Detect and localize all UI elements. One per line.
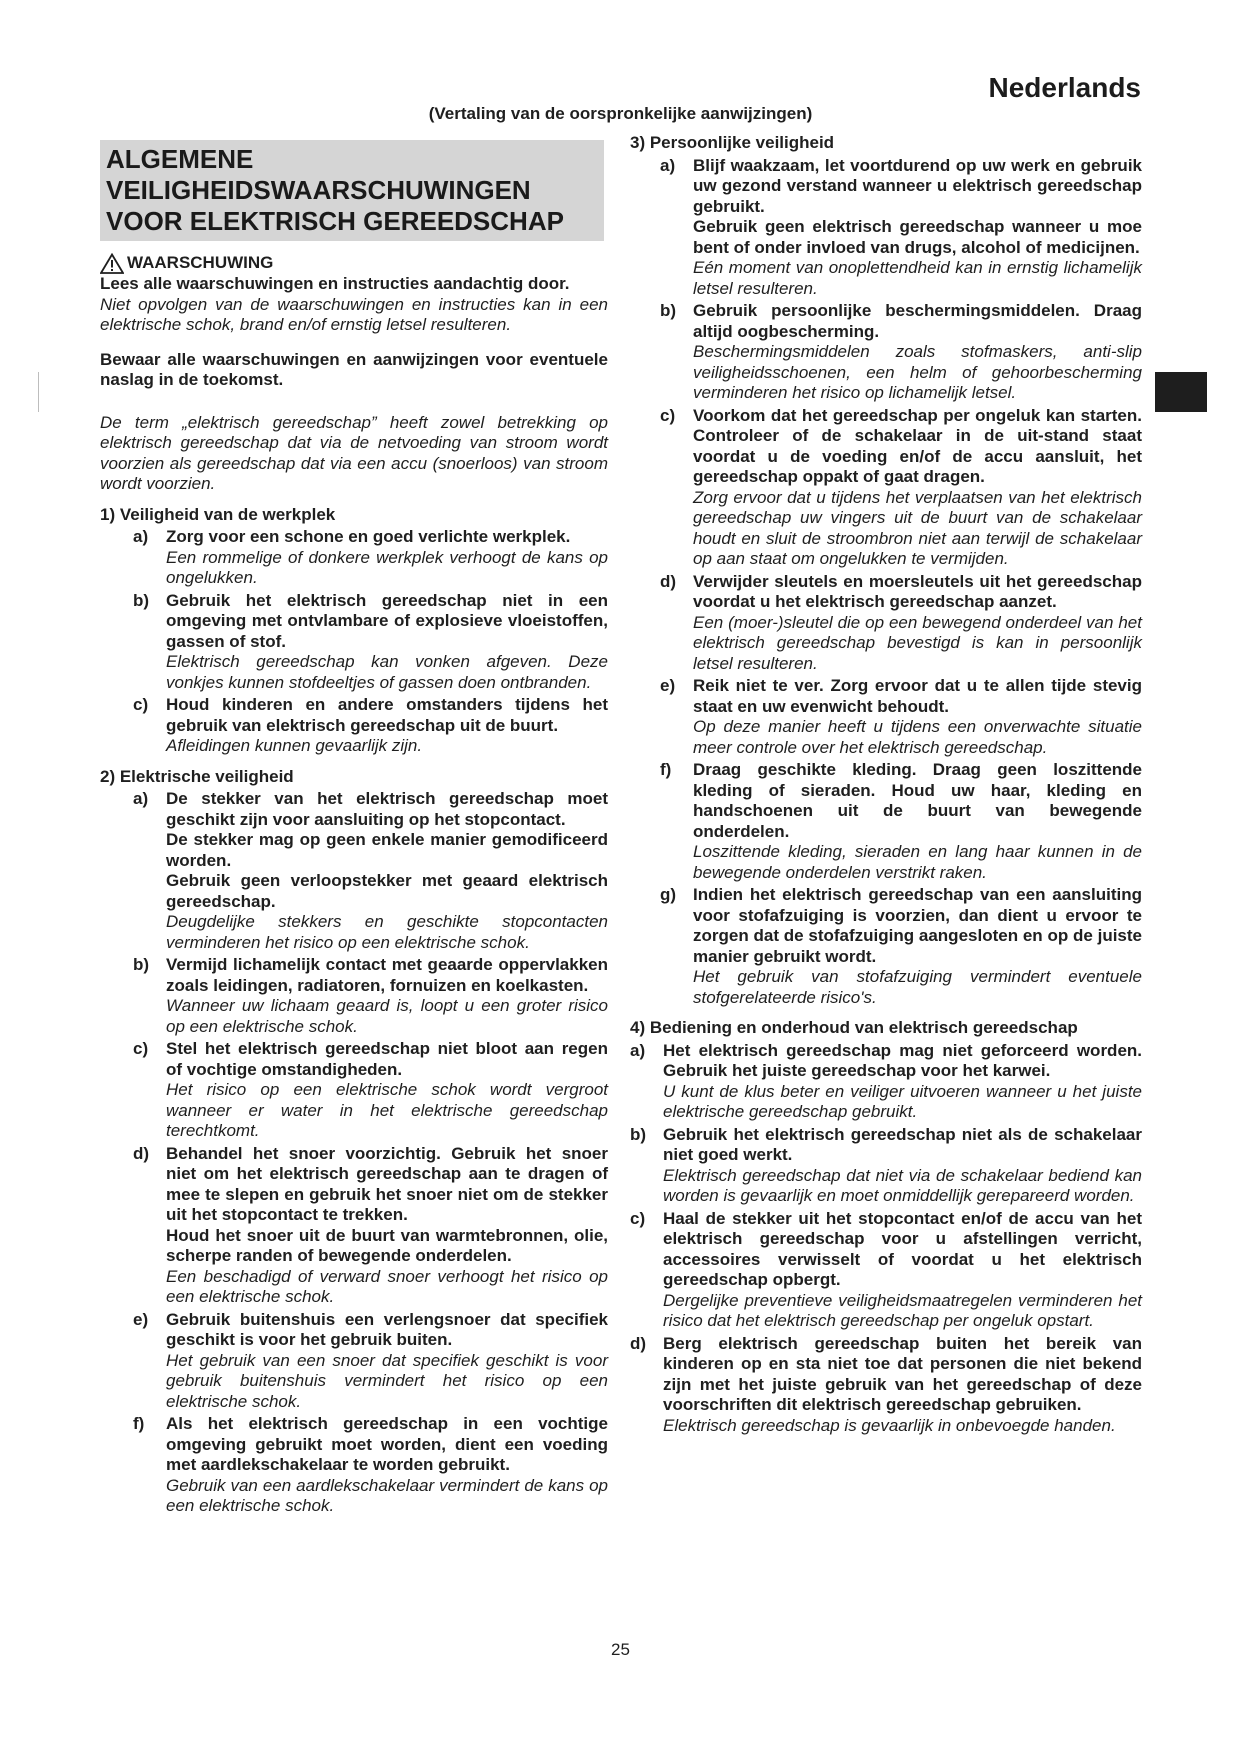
list-item: b) Gebruik het elektrisch gereedschap niet als de schakelaar niet goed werkt. Elektrisch gereedschap dat niet via de schakelaar bediend kan worden is gevaarlijk en moet onmiddellijk gerepareerd worden.	[630, 1124, 1142, 1205]
language-heading: Nederlands	[988, 72, 1141, 103]
section-4-title: 4) Bediening en onderhoud van elektrisch gereedschap	[630, 1018, 1078, 1037]
list-item: b) Vermijd lichamelijk contact met geaarde oppervlakken zoals leidingen, radiatoren, fornuizen en koelkasten. Wanneer uw lichaam geaard is, loopt u een groter risico op een elektrische schok.	[133, 955, 608, 1036]
section-3-title: 3) Persoonlijke veiligheid	[630, 133, 835, 152]
list-item: b) Gebruik persoonlijke beschermingsmiddelen. Draag altijd oogbescherming. Beschermingsmiddelen zoals stofmaskers, anti-slip veiligheidsschoenen, een helm of gehoorbescherming verminderen het risico op lichamelijk letsel.	[660, 301, 1142, 402]
list-item: a) Het elektrisch gereedschap mag niet geforceerd worden. Gebruik het juiste gereedschap voor het karwei. U kunt de klus beter en veiliger uitvoeren wanneer u het juiste elektrische gereedschap gebruikt.	[630, 1040, 1142, 1121]
section-3-items	[660, 156, 1142, 1009]
section-tab-marker	[1155, 372, 1207, 412]
warning-label: WAARSCHUWING	[127, 253, 274, 273]
translation-note: (Vertaling van de oorspronkelijke aanwijzingen)	[428, 104, 813, 123]
list-item: e) Gebruik buitenshuis een verlengsnoer dat specifiek geschikt is voor het gebruik buiten. Het gebruik van een snoer dat specifiek geschikt is voor gebruik buitenshuis vermindert het risico op een elektrische schok.	[133, 1309, 608, 1411]
failure-text: Niet opvolgen van de waarschuwingen en instructies kan in een elektrische schok, brand en/of ernstig letsel resulteren.	[100, 294, 608, 334]
list-item: f) Draag geschikte kleding. Draag geen loszittende kleding of sieraden. Houd uw haar, kleding en handschoenen uit de buurt van bewegende onderdelen. Loszittende kleding, sieraden en lang haar kunnen in de bewegende onderdelen verstrikt raken.	[660, 760, 1142, 882]
warning-heading	[100, 253, 608, 274]
warning-triangle-icon	[100, 253, 124, 274]
section-title-box	[100, 140, 604, 241]
list-item: g) Indien het elektrisch gereedschap van een aansluiting voor stofafzuiging is voorzien, dan dient u ervoor te zorgen dat de stofafzuiging aangesloten en op de juiste manier gebruikt wordt. Het gebruik van stofafzuiging vermindert eventuele stofgerelateerde risico's.	[660, 885, 1142, 1007]
section-2-title: 2) Elektrische veiligheid	[100, 766, 294, 786]
left-column	[100, 138, 608, 1517]
title-line-3: VOOR ELEKTRISCH GEREEDSCHAP	[106, 206, 564, 236]
list-item: b) Gebruik het elektrisch gereedschap niet in een omgeving met ontvlambare of explosieve vloeistoffen, gassen of stof. Elektrisch gereedschap kan vonken afgeven. Deze vonkjes kunnen stofdeeltjes of gassen doen ontbranden.	[133, 590, 608, 692]
title-line-1: ALGEMENE	[106, 144, 254, 174]
list-item: a) Zorg voor een schone en goed verlichte werkplek. Een rommelige of donkere werkplek verhoogt de kans op ongelukken.	[133, 527, 608, 587]
read-all-text: Lees alle waarschuwingen en instructies aandachtig door.	[100, 274, 570, 293]
list-item: c) Haal de stekker uit het stopcontact en/of de accu van het elektrisch gereedschap voor u afstellingen verricht, accessoires verwisselt of voordat u het elektrisch gereedschap opbergt. Dergelijke preventieve veiligheidsmaatregelen verminderen het risico dat het elektrisch gereedschap per ongeluk opstart.	[630, 1208, 1142, 1330]
page-number: 25	[611, 1640, 630, 1659]
list-item: d) Verwijder sleutels en moersleutels uit het gereedschap voordat u het elektrisch gereedschap aanzet. Een (moer-)sleutel die op een bewegend onderdeel van het elektrisch gereedschap bevestigd is kan in persoonlijk letsel resulteren.	[660, 571, 1142, 673]
section-2-items	[133, 789, 608, 1517]
term-text: De term „elektrisch gereedschap” heeft zowel betrekking op elektrisch gereedschap dat via de netvoeding van stroom wordt voorzien als gereedschap dat via een accu (snoerloos) van stroom wordt voorzien.	[100, 412, 608, 493]
margin-line	[38, 372, 39, 412]
list-item: f) Als het elektrisch gereedschap in een vochtige omgeving gebruikt moet worden, dient een voeding met aardlekschakelaar te worden gebruikt. Gebruik van een aardlekschakelaar vermindert de kans op een elektrische schok.	[133, 1414, 608, 1515]
section-1-title: 1) Veiligheid van de werkplek	[100, 504, 336, 524]
list-item: c) Stel het elektrisch gereedschap niet bloot aan regen of vochtige omstandigheden. Het risico op een elektrische schok wordt vergroot wanneer er water in het elektrische gereedschap terechtkomt.	[133, 1039, 608, 1140]
list-item: c) Houd kinderen en andere omstanders tijdens het gebruik van elektrisch gereedschap uit de buurt. Afleidingen kunnen gevaarlijk zijn.	[133, 695, 608, 755]
title-line-2: VEILIGHEIDSWAARSCHUWINGEN	[106, 175, 531, 205]
list-item: a) De stekker van het elektrisch gereedschap moet geschikt zijn voor aansluiting op het stopcontact. De stekker mag op geen enkele manier gemodificeerd worden. Gebruik geen verloopstekker met geaard elektrisch gereedschap. Deugdelijke stekkers en geschikte stopcontacten verminderen het risico op een elektrische schok.	[133, 789, 608, 952]
keep-text: Bewaar alle waarschuwingen en aanwijzingen voor eventuele naslag in de toekomst.	[100, 349, 608, 389]
list-item: e) Reik niet te ver. Zorg ervoor dat u te allen tijde stevig staat en uw evenwicht behoudt. Op deze manier heeft u tijdens een onverwachte situatie meer controle over het elektrisch gereedschap.	[660, 676, 1142, 757]
section-1-items	[133, 527, 608, 757]
section-4-items	[630, 1041, 1142, 1437]
list-item: d) Behandel het snoer voorzichtig. Gebruik het snoer niet om het elektrisch gereedschap aan te dragen of mee te slepen en gebruik het snoer niet om de stekker uit het stopcontact te trekken. Houd het snoer uit de buurt van warmtebronnen, olie, scherpe randen of bewegende onderdelen. Een beschadigd of verward snoer verhoogt het risico op een elektrische schok.	[133, 1143, 608, 1306]
list-item: a) Blijf waakzaam, let voortdurend op uw werk en gebruik uw gezond verstand wanneer u elektrisch gereedschap gebruikt. Gebruik geen elektrisch gereedschap wanneer u moe bent of onder invloed van drugs, alcohol of medicijnen. Eén moment van onoplettendheid kan in ernstig lichamelijk letsel resulteren.	[660, 155, 1142, 298]
right-column	[630, 133, 1142, 1436]
list-item: c) Voorkom dat het gereedschap per ongeluk kan starten. Controleer of de schakelaar in de uit-stand staat voordat u de voeding en/of de accu aansluit, het gereedschap oppakt of gaat dragen. Zorg ervoor dat u tijdens het verplaatsen van het elektrisch gereedschap uw vingers uit de buurt van de schakelaar houdt en sluit de stroombron niet aan terwijl de schakelaar op aan staat om ongelukken te vermijden.	[660, 405, 1142, 568]
list-item: d) Berg elektrisch gereedschap buiten het bereik van kinderen op en sta niet toe dat personen die niet bekend zijn met het juiste gebruik van het gereedschap of deze voorschriften dit elektrisch gereedschap gebruiken. Elektrisch gereedschap is gevaarlijk in onbevoegde handen.	[630, 1333, 1142, 1435]
